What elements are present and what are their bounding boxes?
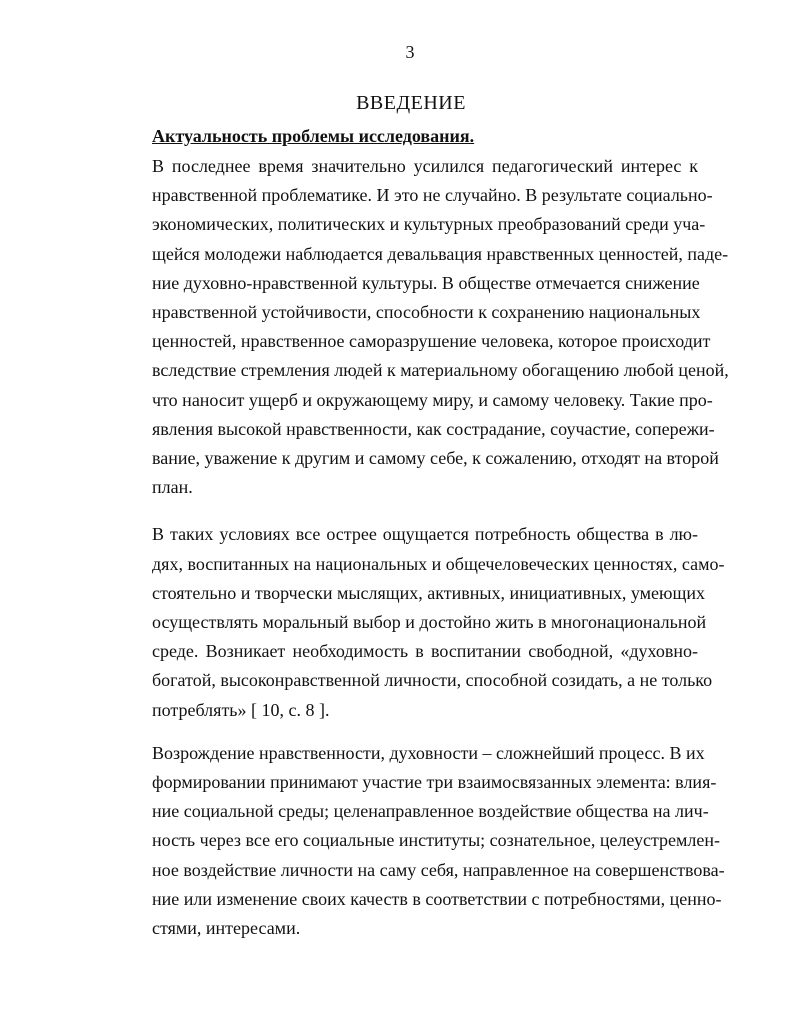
body-text [152, 152, 729, 943]
text-line: ние духовно-нравственной культуры. В обществе отмечается снижение [152, 272, 700, 293]
text-line: щейся молодежи наблюдается девальвация нравственных ценностей, паде- [152, 243, 729, 264]
text-line: экономических, политических и культурных преобразований среди уча- [152, 214, 706, 235]
text-line: ность через все его социальные институты; сознательное, целеустремлен- [152, 830, 721, 851]
text-line: план. [152, 477, 193, 498]
text-line: стоятельно и творчески мыслящих, активных, инициативных, умеющих [152, 582, 705, 603]
text-line: нравственной устойчивости, способности к сохранению национальных [152, 302, 701, 323]
text-line: ценностей, нравственное саморазрушение человека, которое происходит [152, 331, 711, 352]
text-line: нравственной проблематике. И это не случайно. В результате социально- [152, 185, 713, 206]
paragraph-3 [152, 739, 725, 943]
text-line: Возрождение нравственности, духовности – сложнейший процесс. В их [152, 742, 705, 763]
text-line: В последнее время значительно усилился педагогический интерес к [152, 156, 698, 176]
section-heading: ВВЕДЕНИЕ [356, 92, 466, 114]
text-line: стями, интересами. [152, 918, 301, 939]
text-line: ное воздействие личности на саму себя, направленное на совершенствова- [152, 859, 725, 880]
paragraph-1 [152, 152, 729, 502]
text-line: вследствие стремления людей к материальному обогащению любой ценой, [152, 360, 729, 381]
text-line: потреблять» [ 10, с. 8 ]. [152, 699, 330, 720]
paragraph-2 [152, 520, 725, 724]
text-line: формировании принимают участие три взаимосвязанных элемента: влия- [152, 772, 717, 793]
text-line: среде. Возникает необходимость в воспитании свободной, «духовно- [152, 641, 698, 662]
text-line: ние или изменение своих качеств в соответствии с потребностями, ценно- [152, 888, 722, 909]
text-line: В таких условиях все острее ощущается потребность общества в лю- [152, 524, 698, 545]
text-line: явления высокой нравственности, как сострадание, соучастие, сопережи- [152, 418, 715, 439]
page-number: 3 [405, 42, 415, 62]
text-line: богатой, высоконравственной личности, способной созидать, а не только [152, 670, 713, 691]
text-line: осуществлять моральный выбор и достойно жить в многонациональной [152, 612, 707, 633]
text-line: дях, воспитанных на национальных и общечеловеческих ценностях, само- [152, 553, 725, 574]
text-line: вание, уважение к другим и самому себе, к сожалению, отходят на второй [152, 448, 719, 469]
text-line: ние социальной среды; целенаправленное воздействие общества на лич- [152, 801, 709, 822]
subsection-heading: Актуальность проблемы исследования. [152, 126, 475, 146]
text-line: что наносит ущерб и окружающему миру, и самому человеку. Такие про- [152, 389, 713, 410]
